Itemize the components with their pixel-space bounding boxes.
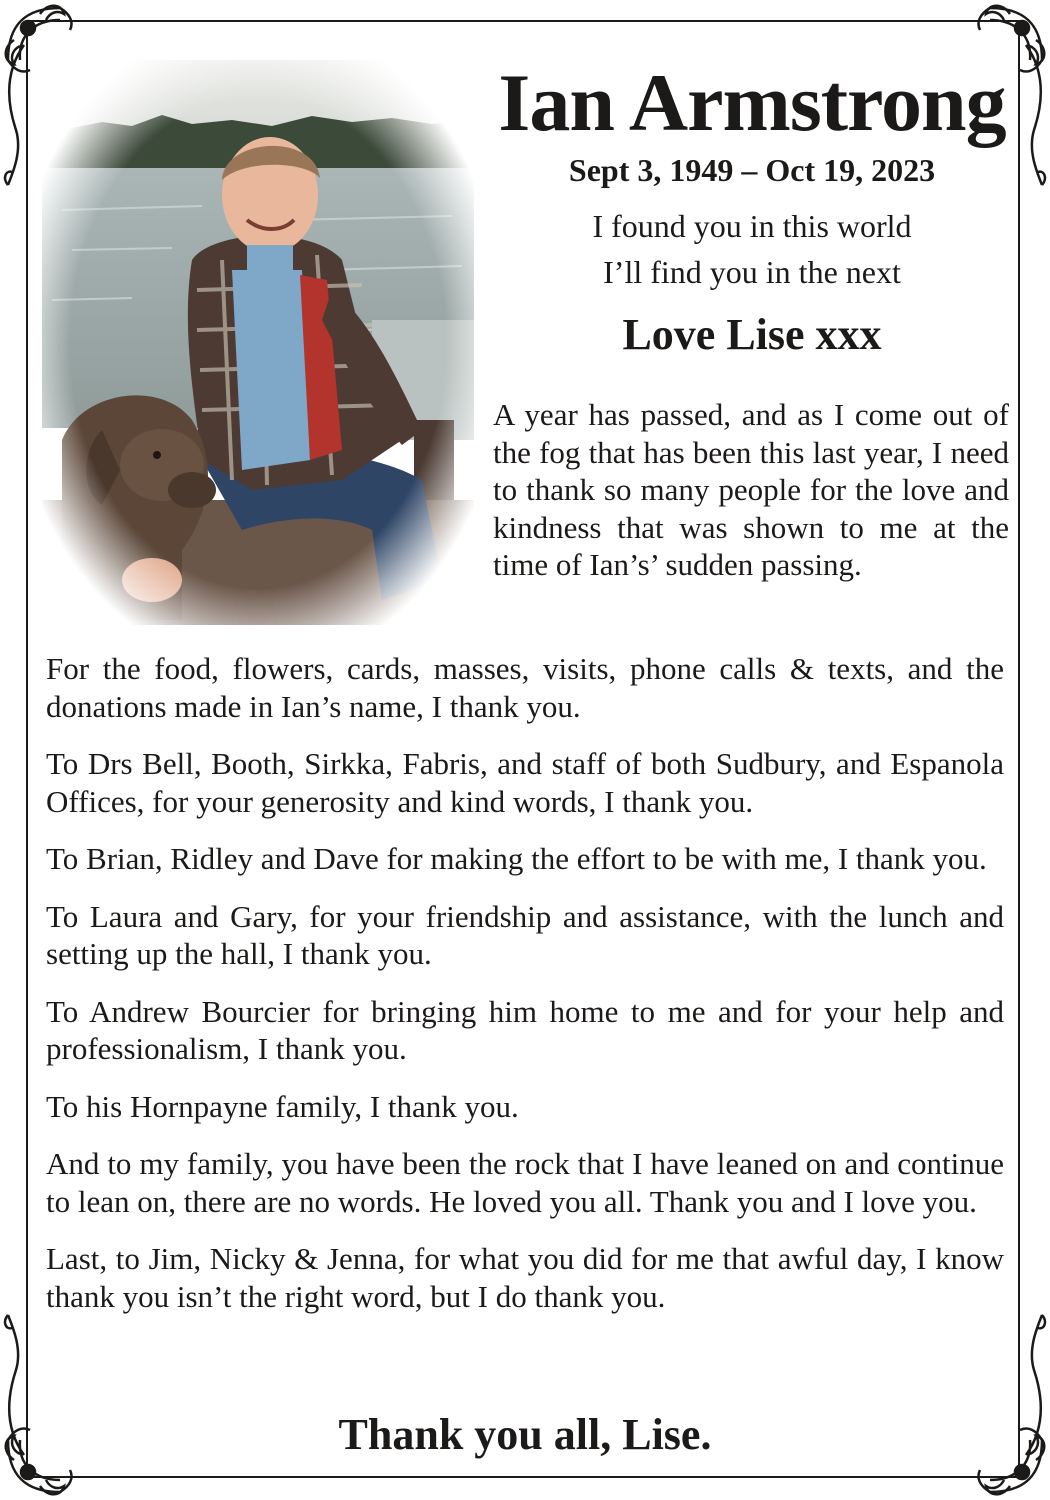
thank-you-paragraph: To Brian, Ridley and Dave for making the effort to be with me, I thank you. — [46, 841, 987, 876]
memorial-photo — [42, 60, 474, 625]
thank-you-paragraph: To Laura and Gary, for your friendship and assistance, with the lunch and setting up the hall, I thank you. — [46, 898, 1004, 971]
thank-you-paragraph: To Andrew Bourcier for bringing him home to me and for your help and professionalism, I thank you. — [46, 993, 1004, 1066]
ornament-scroll-left-top — [2, 40, 32, 190]
thank-you-paragraph: To his Hornpayne family, I thank you. — [46, 1088, 519, 1124]
intro-paragraph: A year has passed, and as I come out of the fog that has been this last year, I need to thank so many people for the love and kindness that was shown to me at the time of Ian’s’ sudden passing. — [493, 397, 1009, 582]
signoff: Thank you all, Lise. — [338, 1410, 712, 1459]
memorial-verse — [490, 203, 1014, 295]
ornament-scroll-left-bottom — [2, 1310, 32, 1460]
verse-line: I found you in this world — [592, 208, 912, 244]
thank-you-paragraph: To Drs Bell, Booth, Sirkka, Fabris, and staff of both Sudbury, and Espanola Offices, for your generosity and kind words, I thank you. — [46, 746, 1004, 819]
ornament-scroll-right-top — [1018, 40, 1048, 190]
thank-you-paragraph: And to my family, you have been the rock that I have leaned on and continue to lean on, there are no words. He loved you all. Thank you and I love you. — [46, 1146, 1004, 1219]
life-dates: Sept 3, 1949 – Oct 19, 2023 — [568, 152, 936, 188]
deceased-name: Ian Armstrong — [498, 57, 1006, 148]
thank-you-paragraph: For the food, flowers, cards, masses, visits, phone calls & texts, and the donations made in Ian’s name, I thank you. — [46, 651, 1004, 724]
thank-you-paragraph: Last, to Jim, Nicky & Jenna, for what you did for me that awful day, I know thank you isn’t the right word, but I do thank you. — [46, 1241, 1004, 1314]
verse-line: I’ll find you in the next — [603, 254, 901, 290]
thank-you-paragraphs — [46, 650, 1004, 1335]
love-line: Love Lise xxx — [622, 310, 882, 359]
ornament-scroll-right-bottom — [1018, 1310, 1048, 1460]
